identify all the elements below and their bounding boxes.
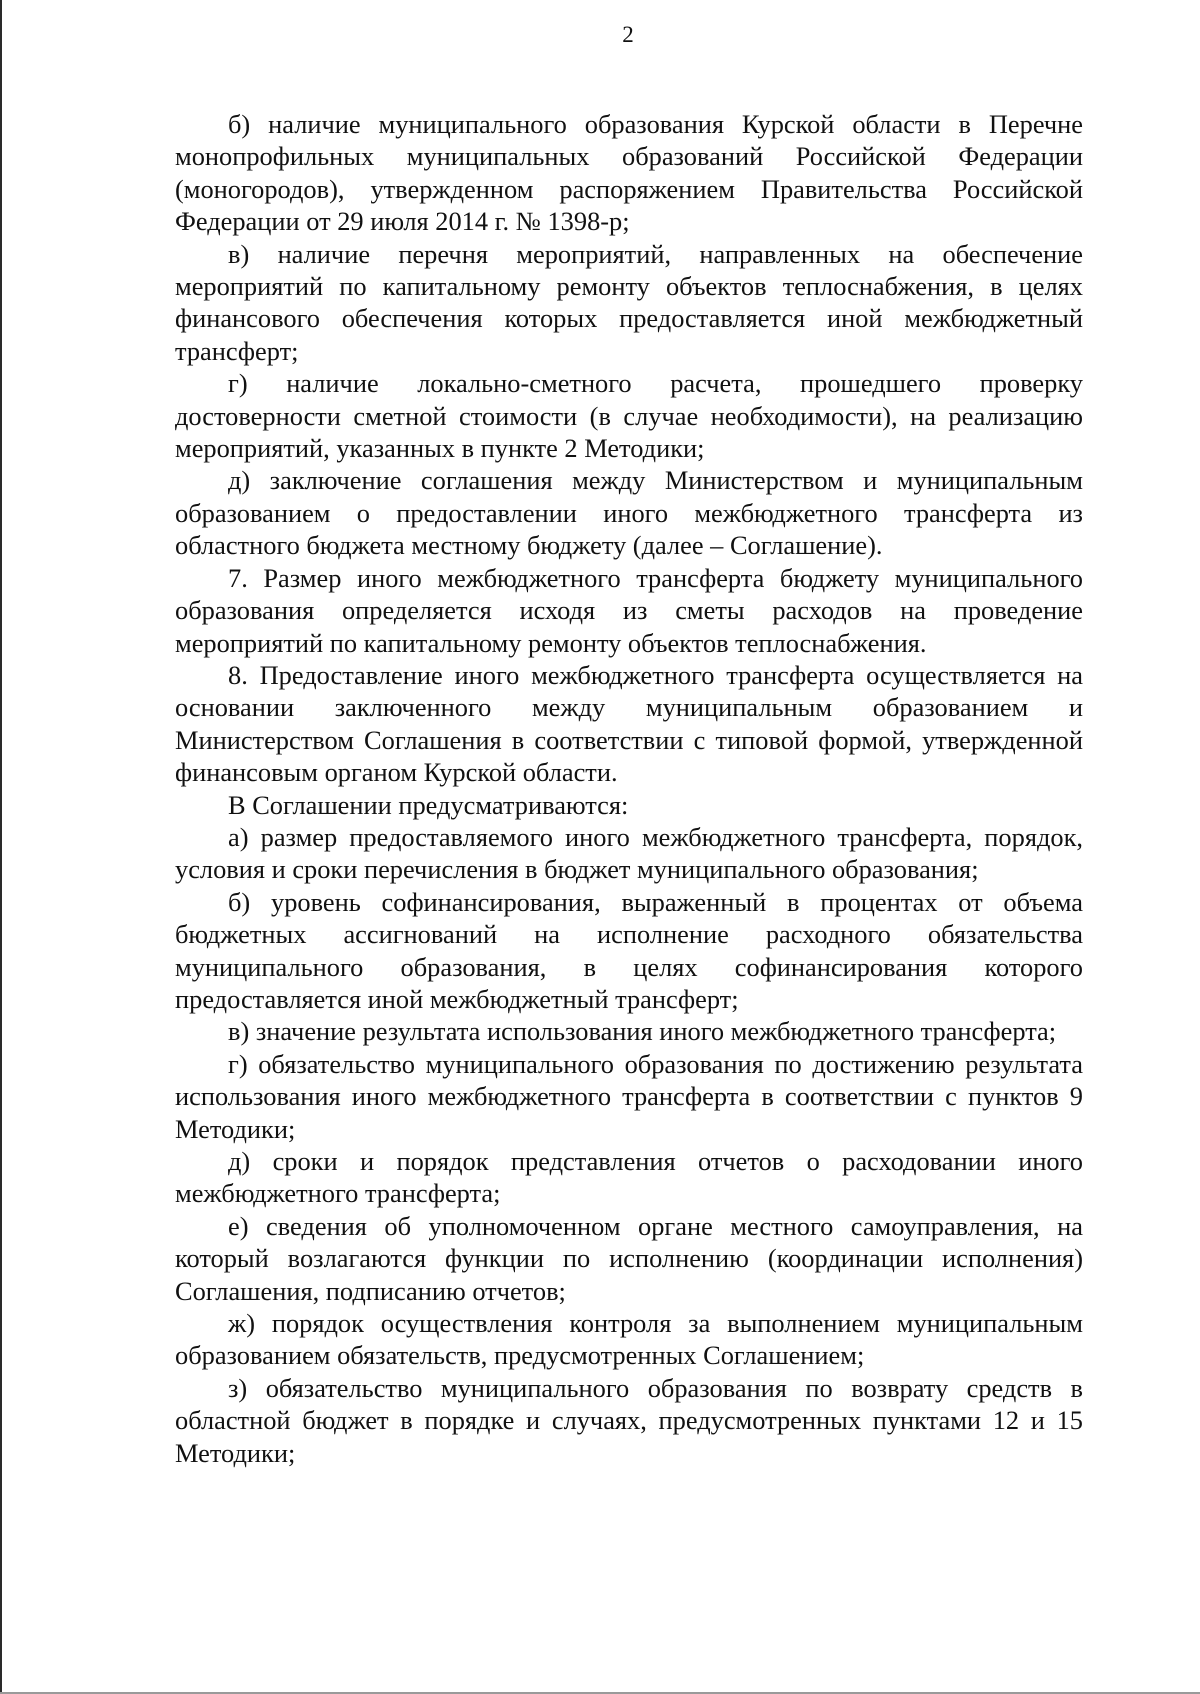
- scan-edge-left: [0, 0, 2, 1694]
- paragraph-e-authorized-body: е) сведения об уполномоченном органе местного самоуправления, на который возлагаются функции по исполнению (координации исполнения) Соглашения, подписанию отчетов;: [175, 1210, 1083, 1306]
- paragraph-b-monotown: б) наличие муниципального образования Курской области в Перечне монопрофильных муниципальных образований Российской Федерации (моногородов), утвержденном распоряжением Правительства Российской Федерации от 29 июля 2014 г. № 1398-р;: [175, 109, 1083, 237]
- document-body: [175, 108, 1083, 1469]
- paragraph-g-obligation-result: г) обязательство муниципального образования по достижению результата использования иного межбюджетного трансферта в соответствии с пунктов 9 Методики;: [175, 1048, 1083, 1144]
- paragraph-v-measures-list: в) наличие перечня мероприятий, направленных на обеспечение мероприятий по капитальному ремонту объектов теплоснабжения, в целях финансового обеспечения которых предоставляется иной межбюджетный трансферт;: [175, 238, 1083, 366]
- paragraph-zh-control: ж) порядок осуществления контроля за выполнением муниципальным образованием обязательств, предусмотренных Соглашением;: [175, 1308, 1083, 1371]
- paragraph-b-cofinancing: б) уровень софинансирования, выраженный в процентах от объема бюджетных ассигнований на исполнение расходного обязательства муниципального образования, в целях софинансирования которого предоставляется иной межбюджетный трансферт;: [175, 886, 1083, 1014]
- paragraph-agreement-intro: В Соглашении предусматриваются:: [228, 789, 629, 820]
- page-number: 2: [622, 22, 634, 47]
- paragraph-g-estimate: г) наличие локально-сметного расчета, прошедшего проверку достоверности сметной стоимости (в случае необходимости), на реализацию мероприятий, указанных в пункте 2 Методики;: [175, 368, 1083, 464]
- paragraph-d-reports: д) сроки и порядок представления отчетов о расходовании иного межбюджетного трансферта;: [175, 1146, 1083, 1209]
- paragraph-8-transfer-provision: 8. Предоставление иного межбюджетного трансферта осуществляется на основании заключенного между муниципальным образованием и Министерством Соглашения в соответствии с типовой формой, утвержденной финансовым органом Курской области.: [175, 659, 1083, 788]
- paragraph-z-refund: з) обязательство муниципального образования по возврату средств в областной бюджет в порядке и случаях, предусмотренных пунктами 12 и 15 Методики;: [175, 1372, 1083, 1468]
- paragraph-d-agreement: д) заключение соглашения между Министерством и муниципальным образованием о предоставлении иного межбюджетного трансферта из областного бюджета местному бюджету (далее – Соглашение).: [175, 465, 1083, 561]
- paragraph-a-transfer-amount: а) размер предоставляемого иного межбюджетного трансферта, порядок, условия и сроки перечисления в бюджет муниципального образования;: [175, 821, 1083, 885]
- paragraph-v-result-value: в) значение результата использования иного межбюджетного трансферта;: [228, 1016, 1057, 1047]
- paragraph-7-transfer-size: 7. Размер иного межбюджетного трансферта бюджету муниципального образования определяется исходя из сметы расходов на проведение мероприятий по капитальному ремонту объектов теплоснабжения.: [175, 562, 1083, 658]
